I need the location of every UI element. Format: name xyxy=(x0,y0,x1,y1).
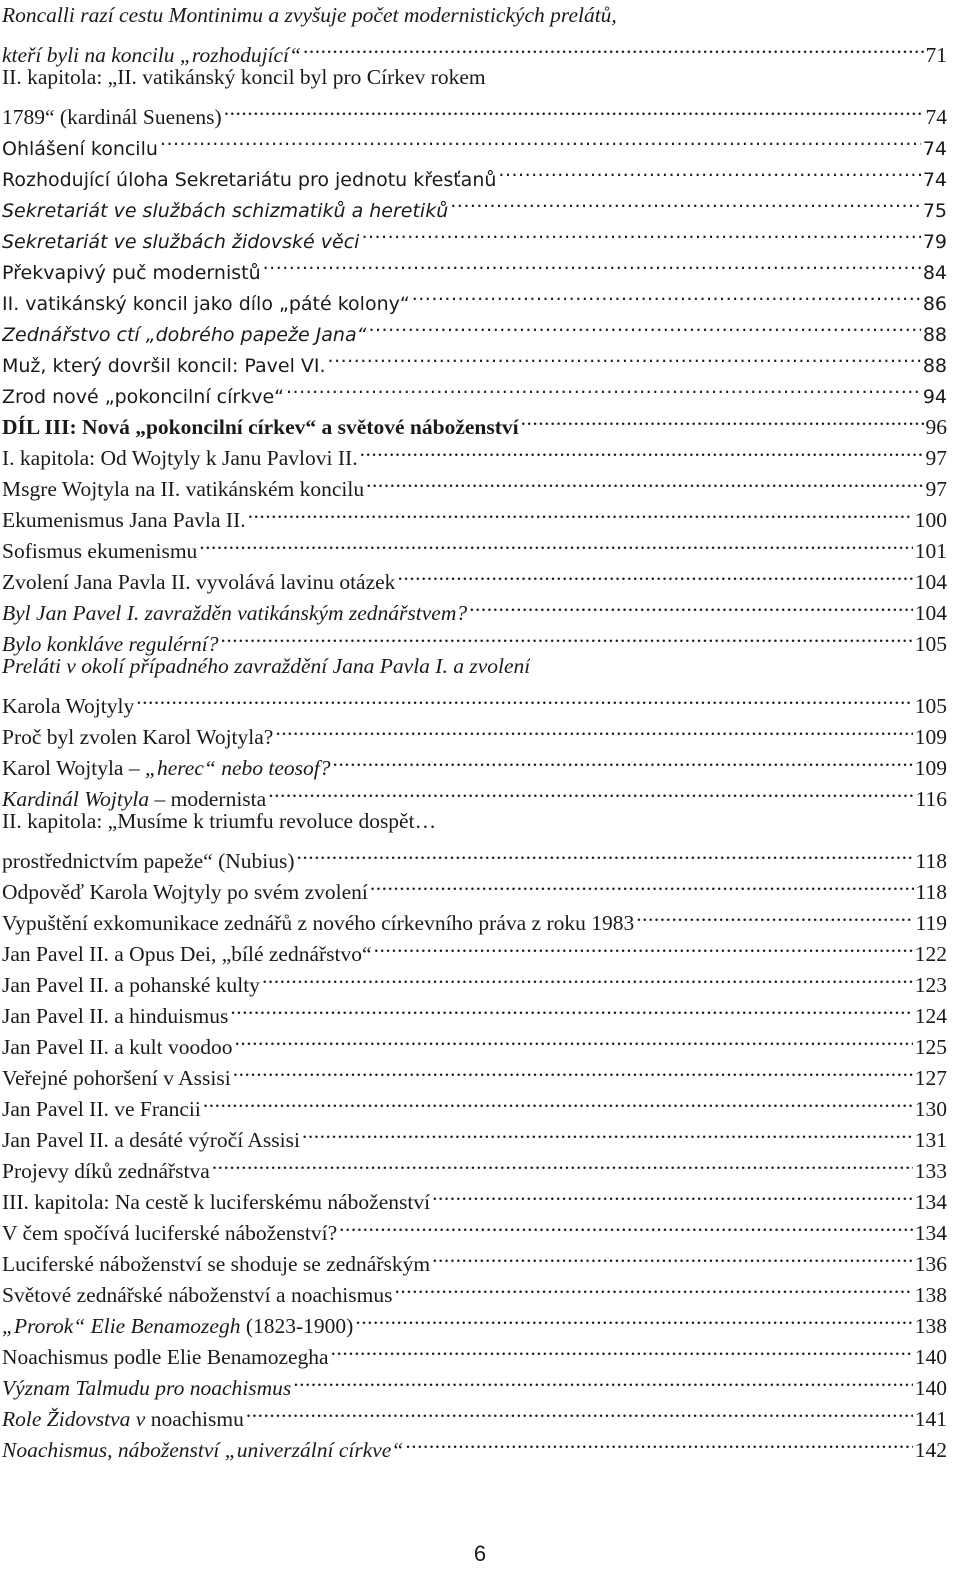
toc-entry-page: 142 xyxy=(914,1438,947,1462)
dot-leader xyxy=(136,682,913,713)
toc-entry xyxy=(2,837,947,873)
toc-entry-page: 131 xyxy=(914,1128,947,1152)
toc-entry-title: „Prorok“ Elie Benamozegh (1823-1900) xyxy=(2,1314,354,1338)
toc-entry-title: Rozhodující úloha Sekretariátu pro jednotu křesťanů xyxy=(2,169,497,191)
toc-entry-title: Zednářstvo ctí „dobrého papeže Jana“ xyxy=(2,324,367,346)
dot-leader xyxy=(212,1147,913,1178)
dot-leader xyxy=(333,744,913,775)
toc-entry-title: I. kapitola: Od Wojtyly k Janu Pavlovi II. xyxy=(2,446,358,470)
toc-entry-title: Sekretariát ve službách židovské věci xyxy=(2,231,360,253)
dot-leader xyxy=(230,992,912,1023)
toc-entry-title: Jan Pavel II. a desáté výročí Assisi xyxy=(2,1128,300,1152)
toc-entry-page: 86 xyxy=(922,293,947,315)
dot-leader xyxy=(361,217,920,248)
dot-leader xyxy=(221,620,913,651)
toc-entry-title: Preláti v okolí případného zavraždění Jana Pavla I. a zvolení xyxy=(2,654,531,678)
toc-entry-title: Bylo konkláve regulérní? xyxy=(2,632,219,656)
toc-entry-title: DÍL III: Nová „pokoncilní církev“ a světové náboženství xyxy=(2,415,519,439)
table-of-contents xyxy=(2,0,947,1462)
toc-entry-page: 138 xyxy=(914,1283,947,1307)
toc-entry-page: 97 xyxy=(925,477,947,501)
dot-leader xyxy=(328,341,921,372)
toc-entry-title: Proč byl zvolen Karol Wojtyla? xyxy=(2,725,274,749)
dot-leader xyxy=(498,155,920,186)
dot-leader xyxy=(339,1209,913,1240)
dot-leader xyxy=(302,1116,913,1147)
dot-leader xyxy=(397,558,912,589)
dot-leader xyxy=(248,496,913,527)
toc-entry xyxy=(2,713,947,749)
toc-entry xyxy=(2,0,947,31)
toc-entry xyxy=(2,62,947,93)
toc-entry-title: Vypuštění exkomunikace zednářů z nového církevního práva z roku 1983 xyxy=(2,911,635,935)
toc-entry-page: 109 xyxy=(914,725,947,749)
toc-entry-page: 101 xyxy=(914,539,947,563)
toc-entry xyxy=(2,806,947,837)
toc-entry-title: Odpověď Karola Wojtyly po svém zvolení xyxy=(2,880,368,904)
toc-entry xyxy=(2,682,947,718)
toc-entry-page: 105 xyxy=(914,632,947,656)
toc-entry-page: 140 xyxy=(914,1345,947,1369)
toc-entry-title: Veřejné pohoršení v Assisi xyxy=(2,1066,231,1090)
toc-entry-page: 130 xyxy=(914,1097,947,1121)
toc-entry-title: II. kapitola: „Musíme k triumfu revoluce dospět… xyxy=(2,809,437,833)
toc-entry-page: 127 xyxy=(914,1066,947,1090)
toc-entry-page: 133 xyxy=(914,1159,947,1183)
toc-entry-page: 109 xyxy=(914,756,947,780)
dot-leader xyxy=(262,961,913,992)
dot-leader xyxy=(224,93,924,124)
dot-leader xyxy=(293,1364,912,1395)
dot-leader xyxy=(360,434,924,465)
toc-entry-title: Msgre Wojtyla na II. vatikánském koncilu xyxy=(2,477,365,501)
toc-entry-page: 74 xyxy=(925,105,947,129)
toc-entry-page: 119 xyxy=(915,911,947,935)
toc-entry-page: 124 xyxy=(914,1004,947,1028)
toc-entry-title: prostřednictvím papeže“ (Nubius) xyxy=(2,849,295,873)
dot-leader xyxy=(432,1240,913,1271)
toc-entry-page: 74 xyxy=(922,169,947,191)
toc-entry-title: Kardinál Wojtyla – modernista xyxy=(2,787,267,811)
dot-leader xyxy=(450,186,921,217)
toc-entry-title: Jan Pavel II. a Opus Dei, „bílé zednářstvo“ xyxy=(2,942,372,966)
toc-entry-title: Překvapivý puč modernistů xyxy=(2,262,261,284)
toc-entry-title: V čem spočívá luciferské náboženství? xyxy=(2,1221,338,1245)
dot-leader xyxy=(521,403,924,434)
dot-leader xyxy=(235,1023,913,1054)
dot-leader xyxy=(370,868,914,899)
toc-entry-title: Karola Wojtyly xyxy=(2,694,135,718)
toc-entry-page: 134 xyxy=(914,1221,947,1245)
toc-entry-page: 122 xyxy=(914,942,947,966)
dot-leader xyxy=(366,465,923,496)
toc-entry-title: II. vatikánský koncil jako dílo „páté kolony“ xyxy=(2,293,410,315)
toc-entry-page: 96 xyxy=(925,415,947,439)
toc-entry-page: 104 xyxy=(914,570,947,594)
toc-entry-title: Ekumenismus Jana Pavla II. xyxy=(2,508,246,532)
dot-leader xyxy=(233,1054,913,1085)
dot-leader xyxy=(394,1271,912,1302)
toc-entry-page: 123 xyxy=(914,973,947,997)
toc-entry-page: 136 xyxy=(914,1252,947,1276)
toc-entry-page: 97 xyxy=(925,446,947,470)
dot-leader xyxy=(355,1302,912,1333)
toc-entry-title: Luciferské náboženství se shoduje se zednářským xyxy=(2,1252,431,1276)
dot-leader xyxy=(275,713,912,744)
toc-entry-title: Jan Pavel II. a hinduismus xyxy=(2,1004,229,1028)
toc-entry-page: 94 xyxy=(922,386,947,408)
toc-entry-page: 105 xyxy=(914,694,947,718)
dot-leader xyxy=(297,837,914,868)
toc-entry-title: Jan Pavel II. a kult voodoo xyxy=(2,1035,233,1059)
toc-entry-title: II. kapitola: „II. vatikánský koncil byl pro Církev rokem xyxy=(2,65,486,89)
toc-entry-page: 125 xyxy=(914,1035,947,1059)
toc-entry-title: 1789“ (kardinál Suenens) xyxy=(2,105,222,129)
toc-entry-page: 134 xyxy=(914,1190,947,1214)
dot-leader xyxy=(199,527,912,558)
page-number: 6 xyxy=(473,1541,487,1566)
toc-entry-page: 74 xyxy=(922,138,947,160)
toc-entry-title: Byl Jan Pavel I. zavražděn vatikánským zednářstvem? xyxy=(2,601,468,625)
dot-leader xyxy=(203,1085,913,1116)
toc-entry-page: 88 xyxy=(922,324,947,346)
dot-leader xyxy=(246,1395,913,1426)
toc-entry-page: 138 xyxy=(914,1314,947,1338)
dot-leader xyxy=(268,775,913,806)
dot-leader xyxy=(331,1333,913,1364)
toc-entry-title: Jan Pavel II. ve Francii xyxy=(2,1097,201,1121)
toc-entry-page: 88 xyxy=(922,355,947,377)
toc-entry-title: Sekretariát ve službách schizmatiků a heretiků xyxy=(2,200,449,222)
toc-entry-title: Jan Pavel II. a pohanské kulty xyxy=(2,973,260,997)
toc-entry xyxy=(2,93,947,129)
toc-entry-title: Noachismus podle Elie Benamozegha xyxy=(2,1345,329,1369)
toc-entry-title: Karol Wojtyla – „herec“ nebo teosof? xyxy=(2,756,331,780)
toc-entry-title: III. kapitola: Na cestě k luciferskému náboženství xyxy=(2,1190,431,1214)
toc-entry-title: Noachismus, náboženství „univerzální církve“ xyxy=(2,1438,404,1462)
dot-leader xyxy=(432,1178,913,1209)
toc-entry-page: 71 xyxy=(925,43,947,67)
toc-entry-title: Význam Talmudu pro noachismus xyxy=(2,1376,292,1400)
toc-entry-title: Ohlášení koncilu xyxy=(2,138,158,160)
toc-entry-title: Světové zednářské náboženství a noachismus xyxy=(2,1283,393,1307)
toc-entry-page: 75 xyxy=(922,200,947,222)
toc-entry-page: 140 xyxy=(914,1376,947,1400)
toc-entry-title: Roncalli razí cestu Montinimu a zvyšuje počet modernistických prelátů, xyxy=(2,3,617,27)
toc-entry-page: 104 xyxy=(914,601,947,625)
toc-entry-title: Role Židovstva v noachismu xyxy=(2,1407,244,1431)
toc-entry-title: Zvolení Jana Pavla II. vyvolává lavinu otázek xyxy=(2,570,396,594)
dot-leader xyxy=(160,124,921,155)
toc-entry-page: 100 xyxy=(914,508,947,532)
toc-entry xyxy=(2,31,947,67)
dot-leader xyxy=(368,310,920,341)
toc-entry-page: 141 xyxy=(914,1407,947,1431)
dot-leader xyxy=(405,1426,912,1457)
dot-leader xyxy=(412,279,921,310)
dot-leader xyxy=(303,31,924,62)
toc-entry-page: 84 xyxy=(922,262,947,284)
toc-entry-title: Zrod nové „pokoncilní církve“ xyxy=(2,386,284,408)
toc-entry-title: Projevy díků zednářstva xyxy=(2,1159,210,1183)
toc-entry-title: Muž, který dovršil koncil: Pavel VI. xyxy=(2,355,326,377)
dot-leader xyxy=(469,589,913,620)
dot-leader xyxy=(263,248,921,279)
dot-leader xyxy=(286,372,921,403)
toc-entry-title: kteří byli na koncilu „rozhodující“ xyxy=(2,43,301,67)
dot-leader xyxy=(636,899,913,930)
toc-entry-page: 118 xyxy=(915,849,947,873)
toc-entry-title: Sofismus ekumenismu xyxy=(2,539,198,563)
toc-entry-page: 118 xyxy=(915,880,947,904)
toc-entry xyxy=(2,651,947,682)
toc-entry-page: 79 xyxy=(922,231,947,253)
toc-entry-page: 116 xyxy=(915,787,947,811)
dot-leader xyxy=(374,930,913,961)
